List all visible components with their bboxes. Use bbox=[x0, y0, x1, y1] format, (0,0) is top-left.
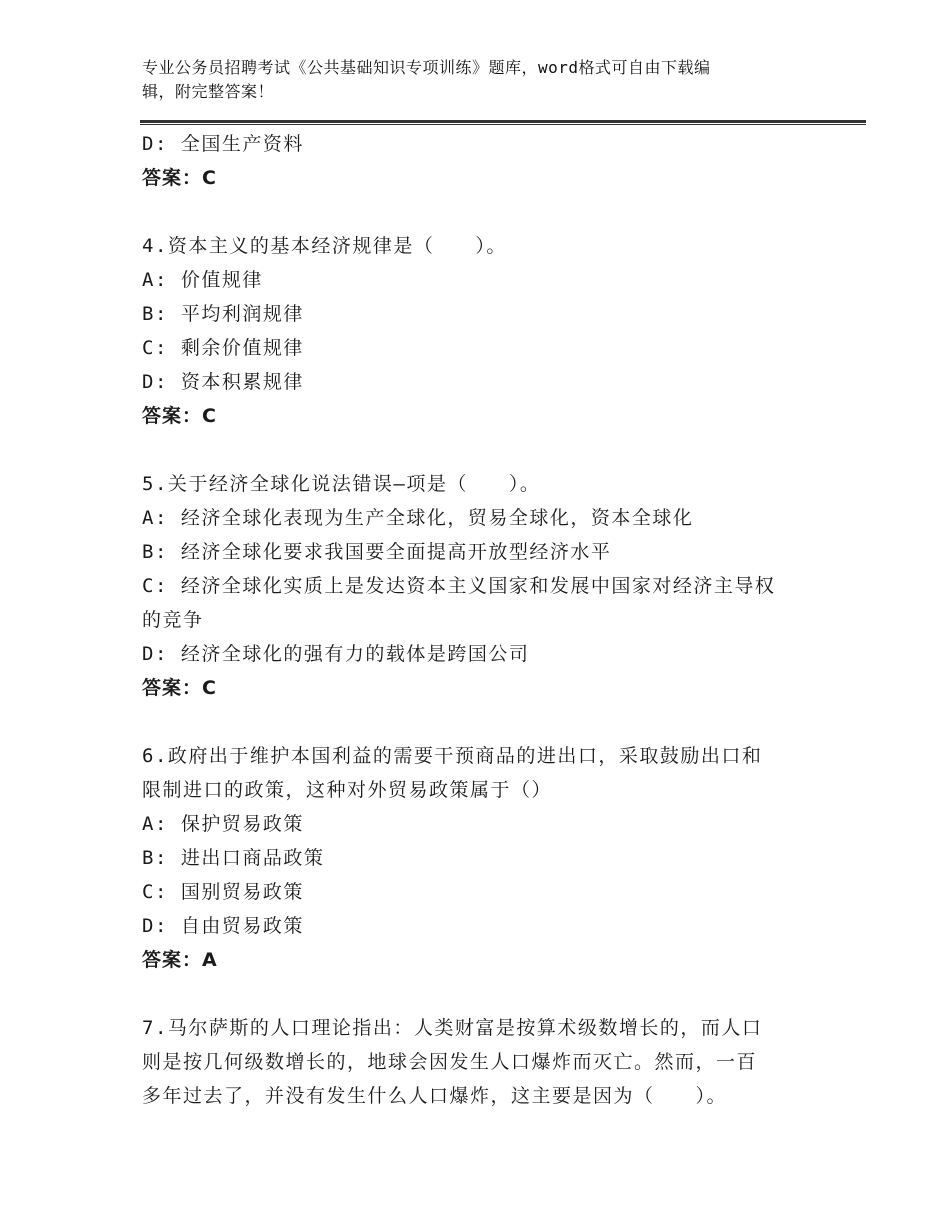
option-a: A: 价值规律 bbox=[142, 269, 263, 291]
option-b: B: 进出口商品政策 bbox=[142, 847, 325, 869]
page-header bbox=[142, 56, 822, 104]
answer-line: 答案：C bbox=[142, 167, 217, 189]
question-stem: 6.政府出于维护本国利益的需要干预商品的进出口，采取鼓励出口和 bbox=[142, 745, 763, 767]
question-stem: 5.关于经济全球化说法错误—项是（ ）。 bbox=[142, 473, 541, 495]
option-c-continued: 的竞争 bbox=[142, 609, 204, 631]
question-stem-continued: 则是按几何级数增长的，地球会因发生人口爆炸而灭亡。然而，一百 bbox=[142, 1051, 758, 1073]
header-divider bbox=[140, 120, 866, 125]
option-a: A: 保护贸易政策 bbox=[142, 813, 304, 835]
spacer bbox=[142, 705, 822, 739]
option-d: D: 资本积累规律 bbox=[142, 371, 304, 393]
option-c: C: 经济全球化实质上是发达资本主义国家和发展中国家对经济主导权 bbox=[142, 575, 776, 597]
option-b: B: 平均利润规律 bbox=[142, 303, 304, 325]
answer-line: 答案：C bbox=[142, 405, 217, 427]
option-d: D: 自由贸易政策 bbox=[142, 915, 304, 937]
option-c: C: 剩余价值规律 bbox=[142, 337, 304, 359]
question-list bbox=[142, 127, 822, 1113]
option-a: A: 经济全球化表现为生产全球化，贸易全球化，资本全球化 bbox=[142, 507, 694, 529]
spacer bbox=[142, 195, 822, 229]
option-b: B: 经济全球化要求我国要全面提高开放型经济水平 bbox=[142, 541, 612, 563]
option-d: D: 全国生产资料 bbox=[142, 133, 304, 155]
option-c: C: 国别贸易政策 bbox=[142, 881, 304, 903]
question-stem: 4.资本主义的基本经济规律是（ ）。 bbox=[142, 235, 507, 257]
header-line-2: 辑，附完整答案！ bbox=[142, 82, 275, 101]
question-stem-continued: 多年过去了，并没有发生什么人口爆炸，这主要是因为（ ）。 bbox=[142, 1085, 728, 1107]
option-d: D: 经济全球化的强有力的载体是跨国公司 bbox=[142, 643, 530, 665]
answer-line: 答案：C bbox=[142, 677, 217, 699]
spacer bbox=[142, 977, 822, 1011]
question-stem-continued: 限制进口的政策，这种对外贸易政策属于（） bbox=[142, 779, 553, 801]
spacer bbox=[142, 433, 822, 467]
answer-line: 答案：A bbox=[142, 949, 218, 971]
header-line-1: 专业公务员招聘考试《公共基础知识专项训练》题库，word格式可自由下载编 bbox=[142, 58, 711, 77]
question-stem: 7.马尔萨斯的人口理论指出：人类财富是按算术级数增长的，而人口 bbox=[142, 1017, 763, 1039]
